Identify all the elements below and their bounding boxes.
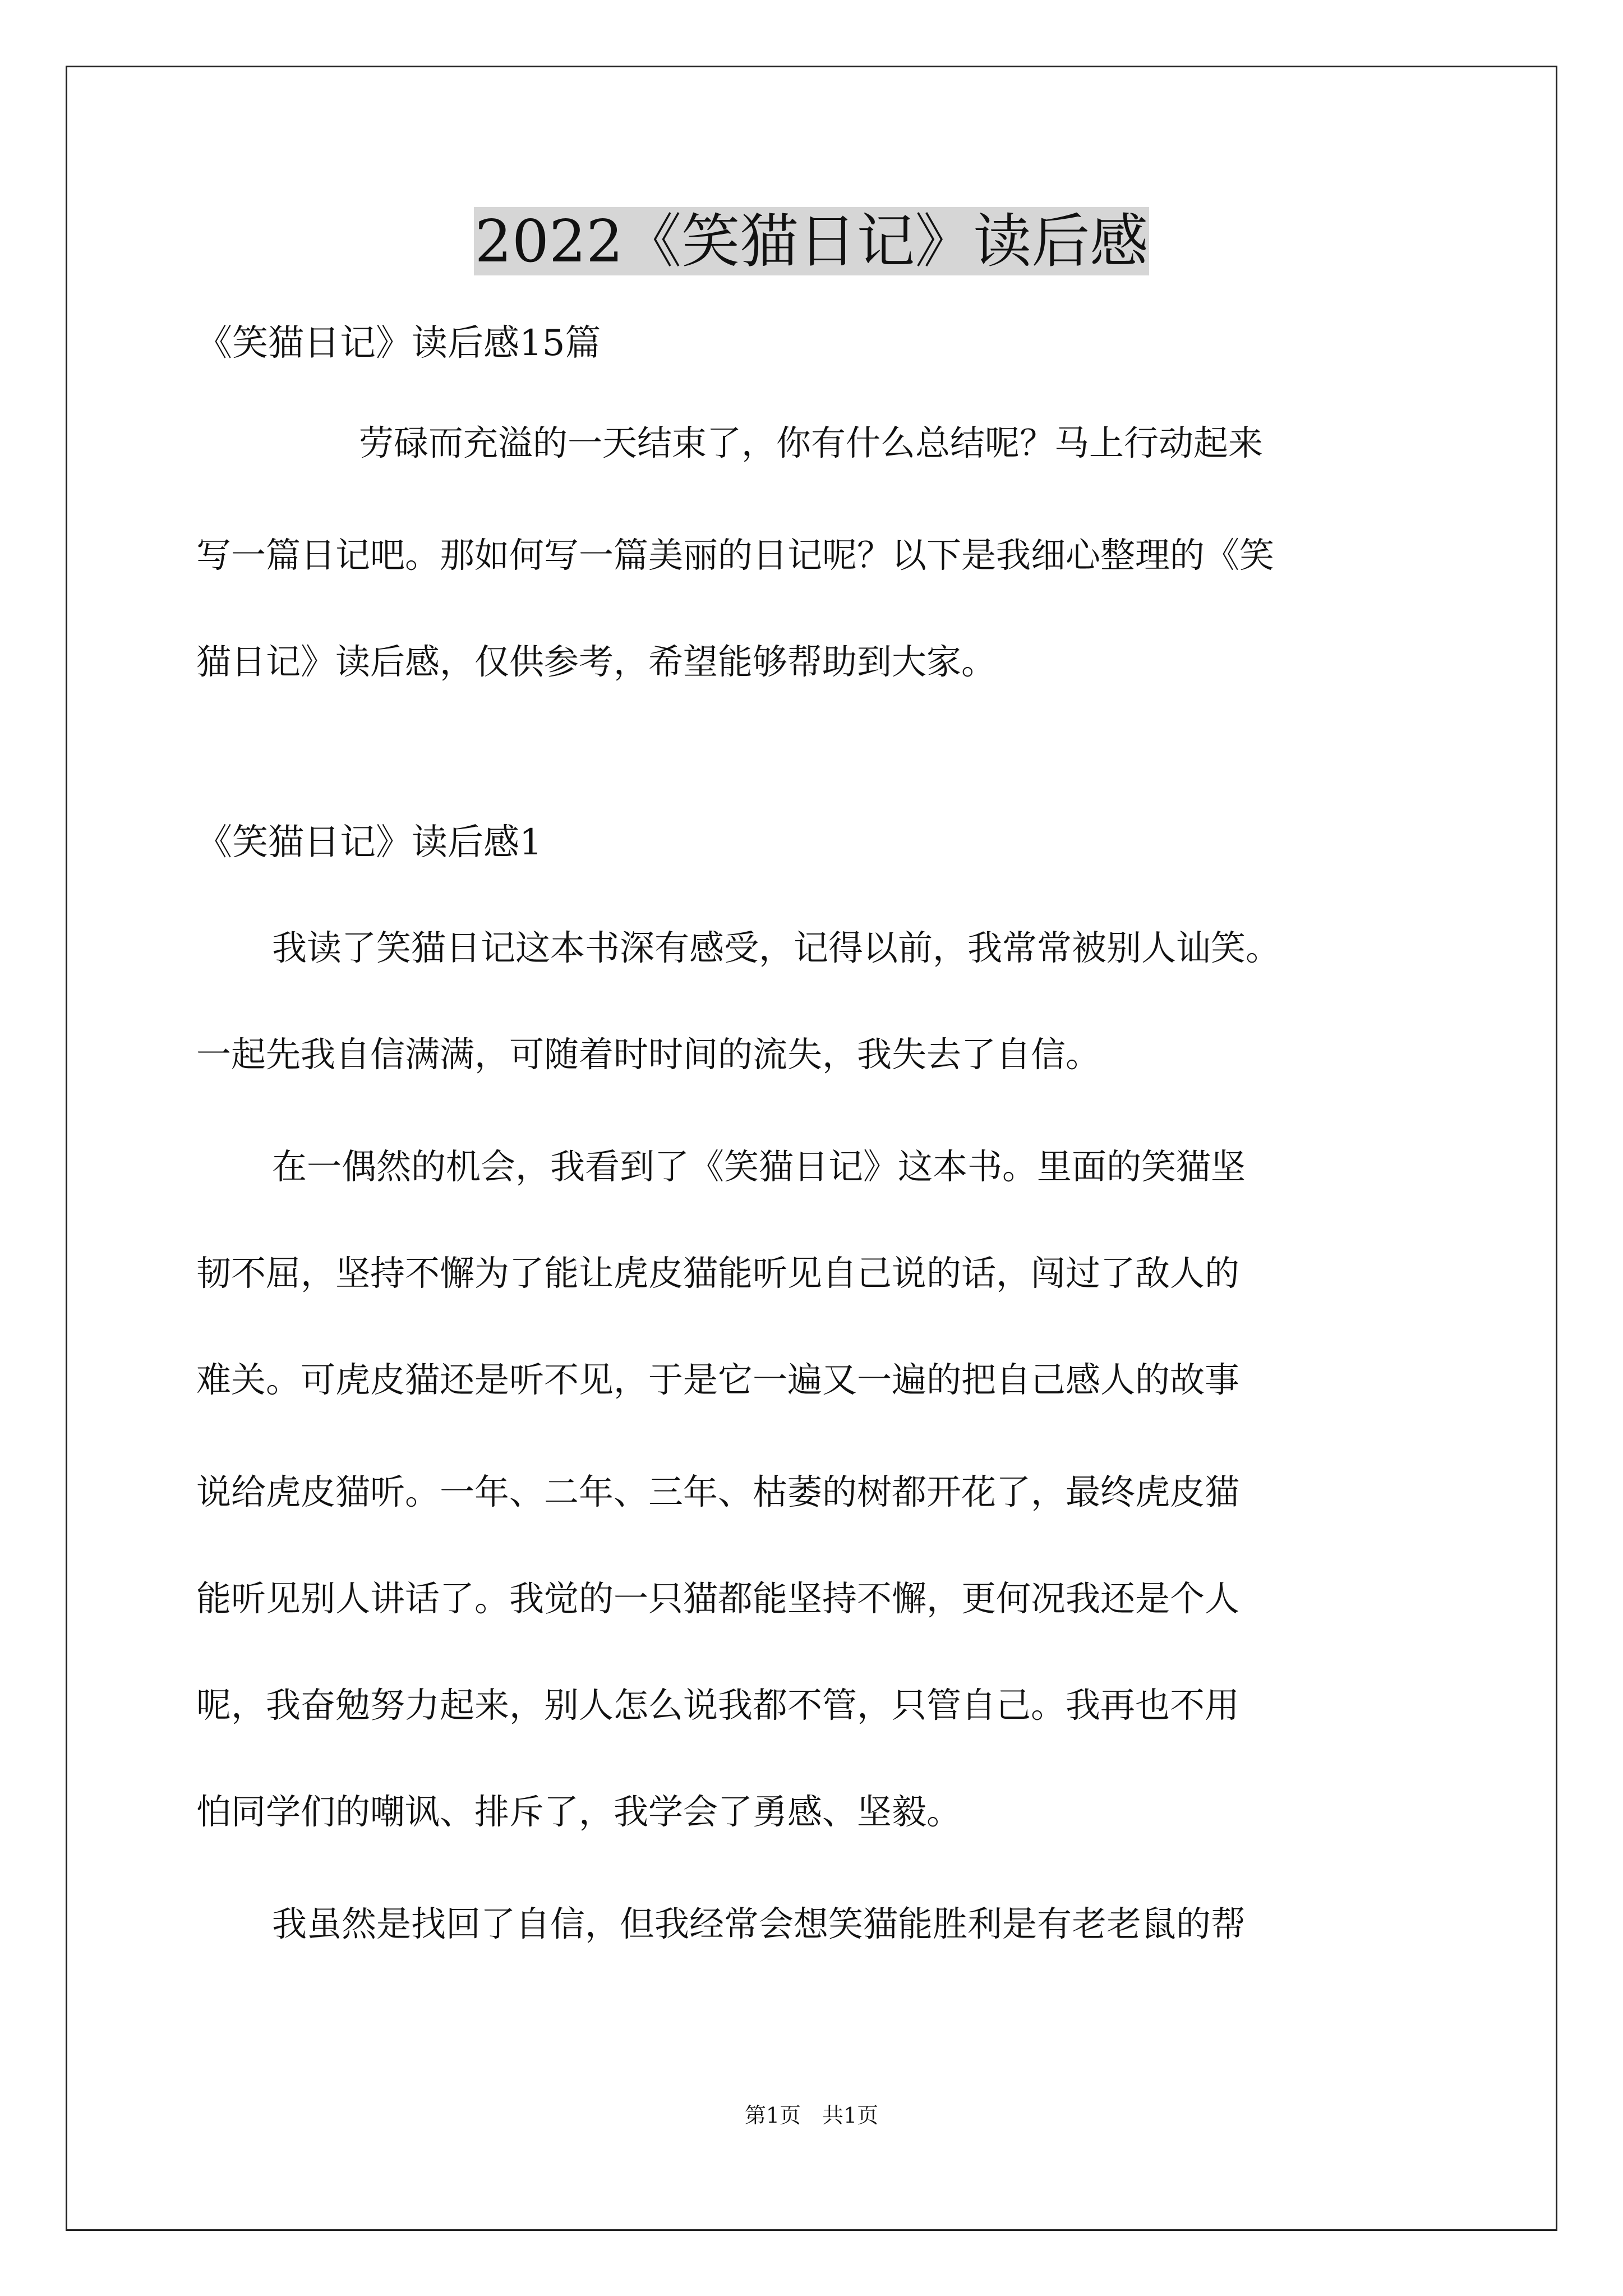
body-line-7: 能听见别人讲话了。我觉的一只猫都能坚持不懈，更何况我还是个人: [196, 1578, 1240, 1619]
body-line-4: 韧不屈，坚持不懈为了能让虎皮猫能听见自己说的话，闯过了敌人的: [196, 1253, 1240, 1294]
body-line-1: 我读了笑猫日记这本书深有感受，记得以前，我常常被别人讪笑。: [272, 927, 1281, 968]
section-heading: 《笑猫日记》读后感1: [196, 822, 542, 863]
body-line-9: 怕同学们的嘲讽、排斥了，我学会了勇感、坚毅。: [196, 1791, 962, 1832]
body-line-10: 我虽然是找回了自信，但我经常会想笑猫能胜利是有老老鼠的帮: [272, 1903, 1246, 1944]
body-line-3: 在一偶然的机会，我看到了《笑猫日记》这本书。里面的笑猫坚: [272, 1146, 1246, 1187]
page-footer: 第1页 共1页: [744, 2103, 879, 2128]
body-line-5: 难关。可虎皮猫还是听不见，于是它一遍又一遍的把自己感人的故事: [196, 1359, 1240, 1400]
body-line-8: 呢，我奋勉努力起来，别人怎么说我都不管，只管自己。我再也不用: [196, 1685, 1240, 1726]
intro-line-2: 写一篇日记吧。那如何写一篇美丽的日记呢？以下是我细心整理的《笑: [196, 535, 1275, 576]
body-line-2: 一起先我自信满满，可随着时时间的流失，我失去了自信。: [196, 1034, 1101, 1075]
intro-line-1: 劳碌而充溢的一天结束了，你有什么总结呢？马上行动起来: [359, 422, 1264, 463]
document-title: 2022《笑猫日记》读后感: [474, 207, 1149, 275]
subtitle: 《笑猫日记》读后感15篇: [196, 323, 601, 364]
intro-line-3: 猫日记》读后感，仅供参考，希望能够帮助到大家。: [196, 641, 997, 682]
body-line-6: 说给虎皮猫听。一年、二年、三年、枯萎的树都开花了，最终虎皮猫: [196, 1471, 1240, 1512]
